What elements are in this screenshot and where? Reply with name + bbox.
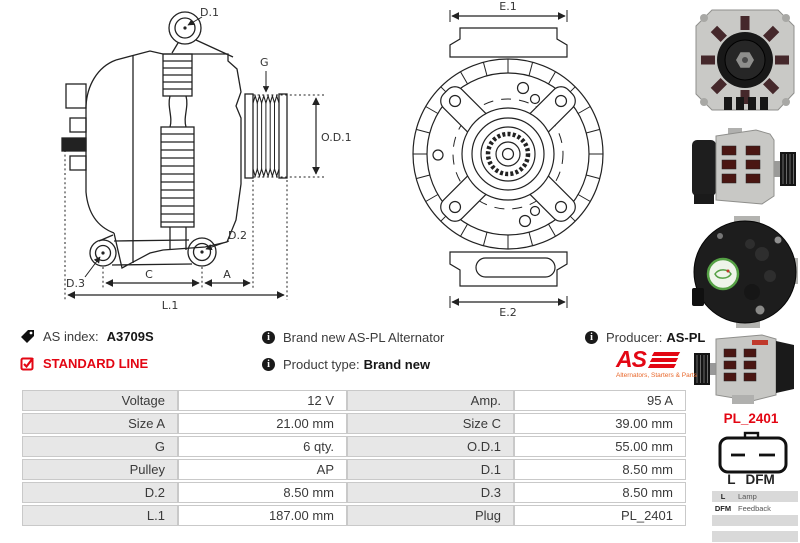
- spec-value: 21.00 mm: [178, 413, 347, 434]
- producer-row: [585, 330, 705, 345]
- dim-label-od1: O.D.1: [321, 131, 352, 144]
- standard-line-row: [20, 356, 148, 371]
- dim-label-a: A: [223, 268, 231, 281]
- as-index-value: A3709S: [106, 329, 154, 344]
- standard-line-label: STANDARD LINE: [43, 356, 149, 371]
- as-pl-logo-text: AS: [616, 346, 646, 372]
- legend-row: [712, 491, 798, 502]
- plug-name: PL_2401: [723, 411, 779, 426]
- spec-value: 8.50 mm: [514, 482, 686, 503]
- as-pl-logo-stripes-icon: [649, 352, 679, 368]
- spec-label: D.3: [347, 482, 514, 503]
- spec-value: 6 qty.: [178, 436, 347, 457]
- plug-pin-labels: [703, 472, 799, 487]
- as-pl-logo-tagline: Alternators, Starters & Parts: [616, 372, 697, 379]
- spec-table: [22, 388, 686, 528]
- spec-label: Size A: [22, 413, 178, 434]
- dim-label-e2: E.2: [499, 306, 517, 319]
- spec-label: Voltage: [22, 390, 178, 411]
- as-index-row: [20, 329, 154, 344]
- spec-label: D.1: [347, 459, 514, 480]
- brand-new-text: Brand new AS-PL Alternator: [283, 330, 445, 345]
- table-row: [22, 505, 686, 526]
- table-row: [22, 482, 686, 503]
- dim-label-d3: D.3: [66, 277, 85, 290]
- plug-pin-dfm: DFM: [745, 472, 775, 487]
- product-photo-front[interactable]: [690, 5, 800, 117]
- legend-empty-row: [712, 531, 798, 542]
- as-pl-logo: [616, 346, 697, 379]
- as-index-label: AS index:: [43, 329, 99, 344]
- spec-value: AP: [178, 459, 347, 480]
- table-row: [22, 390, 686, 411]
- spec-value: 12 V: [178, 390, 347, 411]
- table-row: [22, 413, 686, 434]
- dim-label-e1: E.1: [499, 0, 517, 13]
- producer-label: Producer:: [606, 330, 663, 345]
- table-row: [22, 436, 686, 457]
- legend-desc: Feedback: [738, 504, 771, 513]
- tag-icon: [20, 329, 35, 344]
- dim-label-d2: D.2: [228, 229, 247, 242]
- spec-value: 8.50 mm: [178, 482, 347, 503]
- product-photo-rear[interactable]: [690, 214, 800, 330]
- spec-value: 187.00 mm: [178, 505, 347, 526]
- info-icon: [585, 331, 598, 344]
- product-photo-side-2[interactable]: [692, 331, 800, 407]
- dim-label-d1: D.1: [200, 6, 219, 19]
- spec-label: Size C: [347, 413, 514, 434]
- spec-value: 39.00 mm: [514, 413, 686, 434]
- plug-connector-diagram: [715, 431, 791, 475]
- spec-label: Pulley: [22, 459, 178, 480]
- plug-legend: [712, 491, 798, 543]
- plug-pin-l: L: [727, 472, 736, 487]
- legend-desc: Lamp: [738, 492, 757, 501]
- dim-label-c: C: [145, 268, 153, 281]
- table-row: [22, 459, 686, 480]
- info-icon: [262, 358, 275, 371]
- spec-label: L.1: [22, 505, 178, 526]
- brand-new-row: [262, 330, 444, 345]
- front-view-technical-drawing: [400, 0, 640, 320]
- spec-value: 8.50 mm: [514, 459, 686, 480]
- legend-pin: DFM: [714, 504, 732, 513]
- info-icon: [262, 331, 275, 344]
- spec-label: D.2: [22, 482, 178, 503]
- product-type-row: [262, 357, 430, 372]
- legend-empty-row: [712, 515, 798, 526]
- side-view-technical-drawing: [0, 0, 440, 320]
- legend-row: [712, 503, 798, 514]
- checkbox-checked-icon: [20, 356, 35, 371]
- spec-label: Amp.: [347, 390, 514, 411]
- legend-pin: L: [720, 492, 726, 501]
- spec-value: 55.00 mm: [514, 436, 686, 457]
- product-photo-side[interactable]: [690, 126, 800, 212]
- dim-label-l1: L.1: [161, 299, 179, 312]
- producer-value: AS-PL: [666, 330, 706, 345]
- spec-label: O.D.1: [347, 436, 514, 457]
- spec-label: Plug: [347, 505, 514, 526]
- spec-value: PL_2401: [514, 505, 686, 526]
- spec-label: G: [22, 436, 178, 457]
- spec-value: 95 A: [514, 390, 686, 411]
- dim-label-g: G: [260, 56, 269, 69]
- product-type-value: Brand new: [363, 357, 431, 372]
- product-type-label: Product type:: [283, 357, 360, 372]
